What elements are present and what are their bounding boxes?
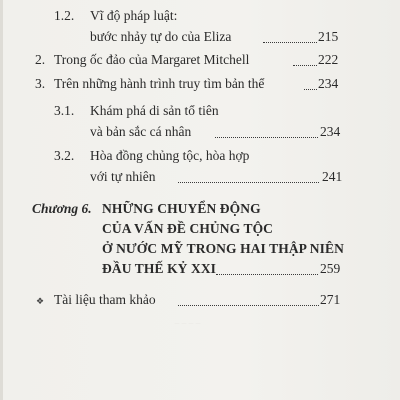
entry-title-line2: với tự nhiên (90, 169, 156, 184)
entry-number: 3. (35, 76, 46, 91)
show-through-marks: ‾ ‾ ‾ ‾ (175, 322, 200, 336)
chapter-title-line4: ĐẦU THẾ KỶ XXI (102, 261, 217, 276)
entry-number: 3.2. (54, 148, 75, 163)
dot-leader (304, 89, 317, 90)
entry-number: 3.1. (54, 103, 75, 118)
entry-page: 241 (322, 169, 343, 184)
chapter-title-line3: Ở NƯỚC MỸ TRONG HAI THẬP NIÊN (102, 241, 344, 256)
chapter-title-line2: CỦA VẤN ĐỀ CHỦNG TỘC (102, 221, 274, 236)
entry-title-line2: và bản sắc cá nhân (90, 124, 192, 139)
dot-leader (293, 65, 317, 66)
chapter-title-line1: NHỮNG CHUYỂN ĐỘNG (102, 201, 261, 216)
entry-number: 1.2. (54, 8, 75, 23)
entry-number: 2. (35, 52, 46, 67)
dot-leader (215, 137, 318, 138)
entry-page: 271 (320, 292, 341, 307)
entry-page: 234 (320, 124, 341, 139)
entry-title-line1: Vĩ độ pháp luật: (90, 8, 178, 23)
entry-title: Tài liệu tham khảo (54, 292, 156, 307)
dot-leader (178, 305, 319, 306)
entry-title-line1: Khám phá di sản tổ tiên (90, 103, 219, 118)
dot-leader (178, 182, 319, 183)
bullet-icon: ❖ (36, 296, 45, 306)
entry-page: 234 (318, 76, 339, 91)
entry-page: 222 (318, 52, 339, 67)
dot-leader (216, 274, 318, 275)
entry-title-line1: Hòa đồng chủng tộc, hòa hợp (90, 148, 250, 163)
page-edge (0, 0, 3, 400)
entry-page: 215 (318, 29, 339, 44)
entry-title: Trên những hành trình truy tìm bản thể (54, 76, 265, 91)
dot-leader (263, 42, 317, 43)
entry-page: 259 (320, 261, 341, 276)
entry-title: Trong ốc đảo của Margaret Mitchell (54, 52, 250, 67)
entry-title-line2: bước nhảy tự do của Eliza (90, 29, 232, 44)
chapter-label: Chương 6. (32, 201, 92, 216)
